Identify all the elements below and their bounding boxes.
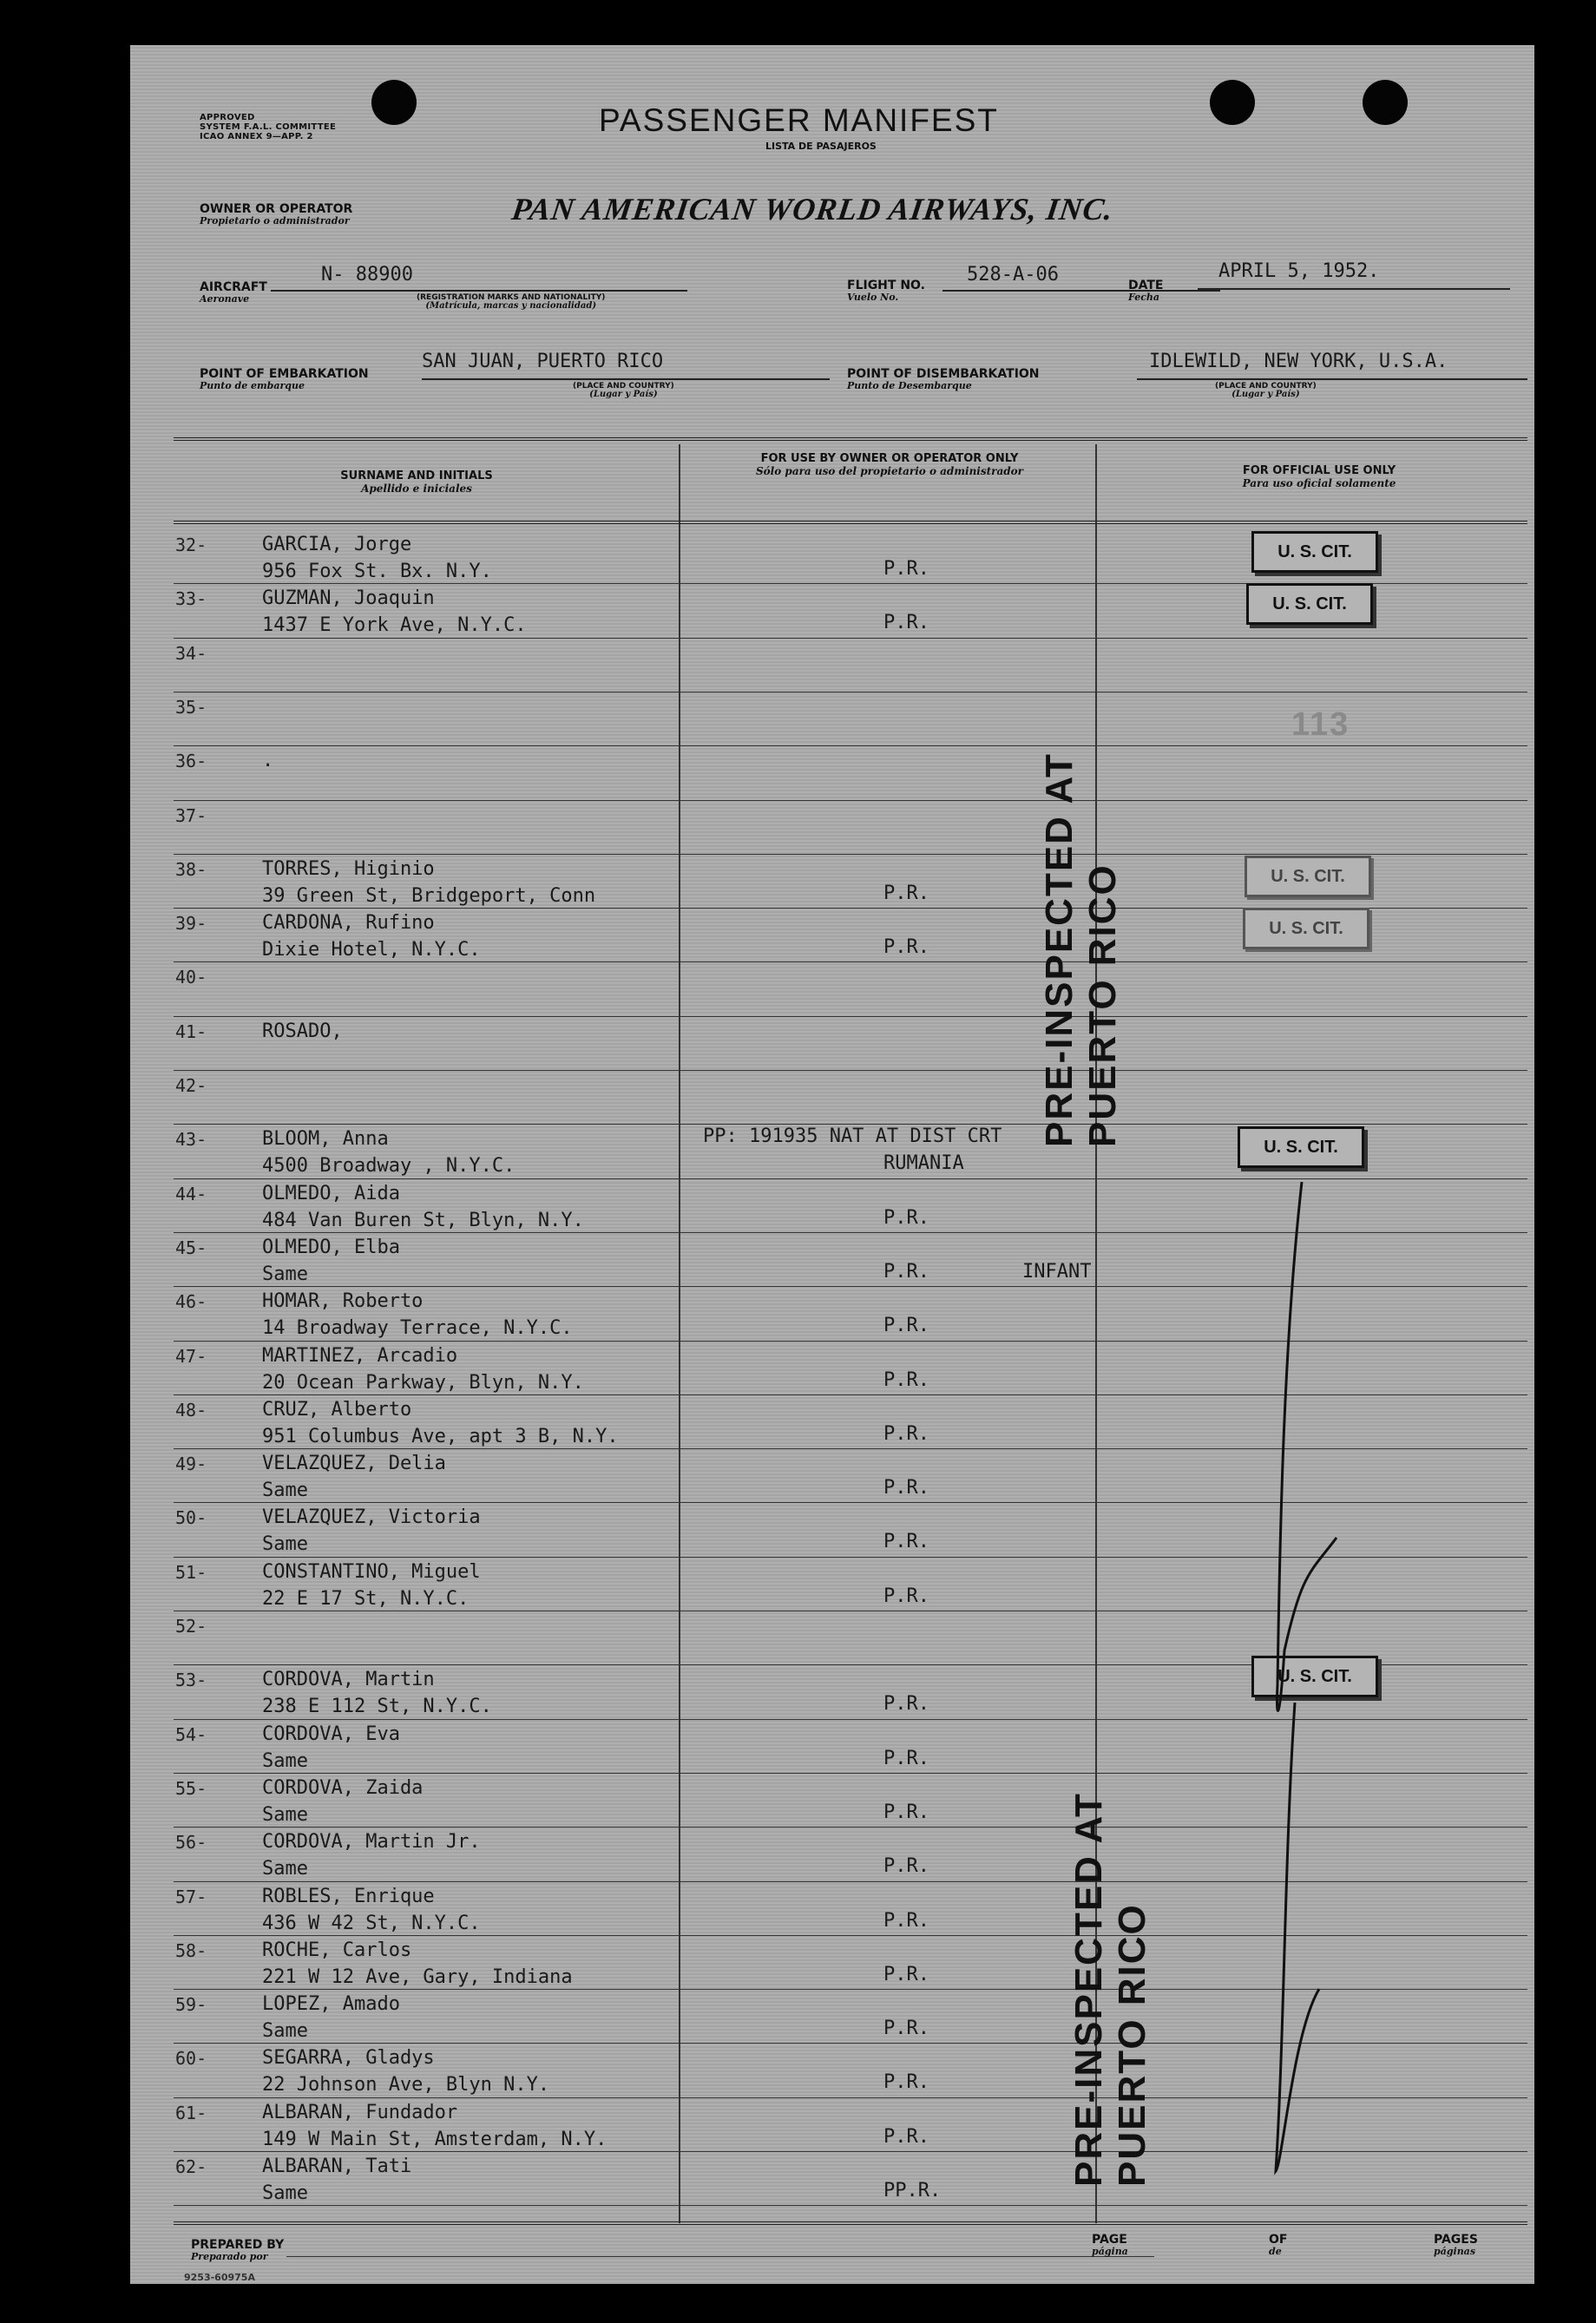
flight-value: 528-A-06: [967, 264, 1059, 285]
owner-use-note: INFANT: [1022, 1260, 1092, 1283]
passenger-name: SEGARRA, Gladys: [262, 2047, 435, 2070]
row-divider: [174, 854, 1527, 855]
embarkation-sub-es: (Lugar y País): [589, 390, 658, 399]
passenger-entry: [262, 1288, 573, 1342]
row-number: 55-: [175, 1777, 207, 1799]
pages-label: [1434, 2234, 1478, 2258]
owner-use-value: P.R.: [883, 1963, 929, 1985]
passenger-address: Same: [262, 1480, 308, 1502]
passenger-entry: [262, 1342, 584, 1396]
passenger-address: 20 Ocean Parkway, Blyn, N.Y.: [262, 1371, 584, 1394]
owner-use-value-2: RUMANIA: [883, 1152, 964, 1175]
row-number: 57-: [175, 1886, 207, 1907]
table-top-rule: [174, 437, 1527, 441]
passenger-name: BLOOM, Anna: [262, 1128, 389, 1151]
row-number: 54-: [175, 1723, 207, 1745]
disembarkation-field: [1137, 351, 1527, 380]
page-title-es: LISTA DE PASAJEROS: [765, 141, 877, 152]
aircraft-value: N- 88900: [321, 264, 413, 285]
row-number: 58-: [175, 1939, 207, 1961]
embarkation-sub: [573, 382, 674, 399]
passenger-name: OLMEDO, Aida: [262, 1182, 400, 1204]
us-citizen-stamp: U. S. CIT.: [1246, 583, 1373, 625]
passenger-address: Same: [262, 1803, 308, 1826]
passenger-address: 14 Broadway Terrace, N.Y.C.: [262, 1317, 573, 1340]
date-field: [1198, 260, 1510, 290]
passenger-address: 484 Van Buren St, Blyn, N.Y.: [262, 1209, 584, 1231]
row-number: 35-: [175, 696, 207, 718]
manifest-sheet: [130, 45, 1534, 2284]
row-number: 32-: [175, 535, 207, 555]
table-header-rule: [174, 521, 1527, 524]
row-number: 50-: [175, 1507, 207, 1529]
us-citizen-stamp: U. S. CIT.: [1243, 908, 1369, 949]
passenger-name: GARCIA, Jorge: [262, 534, 412, 555]
passenger-name: ALBARAN, Tati: [262, 2156, 412, 2177]
row-number: 48-: [175, 1399, 207, 1421]
column-header-surname: [200, 470, 634, 495]
aircraft-field: [271, 264, 687, 292]
passenger-address: Dixie Hotel, N.Y.C.: [262, 939, 481, 961]
row-number: 45-: [175, 1237, 207, 1258]
flight-label: [847, 279, 925, 304]
owner-use-value: P.R.: [883, 558, 929, 580]
flight-label-es: Vuelo No.: [847, 292, 899, 303]
embarkation-label-en: POINT OF EMBARKATION: [200, 367, 369, 381]
us-citizen-stamp: U. S. CIT.: [1238, 1126, 1364, 1168]
column-header-owner-use-en: FOR USE BY OWNER OR OPERATOR ONLY: [760, 452, 1019, 465]
aircraft-label-en: AIRCRAFT: [200, 280, 267, 294]
disembarkation-sub: [1215, 382, 1317, 399]
prepared-by-es: Preparado por: [191, 2251, 268, 2262]
passenger-entry: [262, 1125, 515, 1179]
punch-hole: [1363, 80, 1408, 125]
passenger-name: CORDOVA, Martin Jr.: [262, 1831, 481, 1854]
row-divider: [174, 1016, 1527, 1017]
row-number: 33-: [175, 588, 207, 610]
passenger-address: Same: [262, 2020, 308, 2043]
row-number: 43-: [175, 1129, 207, 1151]
passenger-address: 39 Green St, Bridgeport, Conn: [262, 884, 596, 907]
embarkation-label: [200, 368, 369, 392]
prepared-by-line: [286, 2256, 1154, 2257]
row-number: 40-: [175, 967, 207, 988]
passenger-name: ROCHE, Carlos: [262, 1939, 412, 1961]
aircraft-label-es: Aeronave: [200, 293, 250, 305]
approval-line: APPROVED: [200, 113, 255, 122]
row-number: 38-: [175, 858, 207, 880]
owner-use-value: P.R.: [883, 1909, 929, 1932]
passenger-entry: [262, 1937, 573, 1991]
passenger-name: MARTINEZ, Arcadio: [262, 1344, 458, 1367]
column-header-official: [1128, 465, 1510, 489]
passenger-name: CRUZ, Alberto: [262, 1398, 412, 1421]
date-label: [1128, 279, 1163, 304]
disembarkation-label-en: POINT OF DISEMBARKATION: [847, 367, 1040, 381]
passenger-address: Same: [262, 1858, 308, 1880]
flight-field: [942, 264, 1220, 292]
owner-use-value: P.R.: [883, 2125, 929, 2148]
row-number: 52-: [175, 1616, 207, 1637]
passenger-entry: [262, 1234, 400, 1288]
stamped-number: 113: [1291, 706, 1350, 743]
passenger-address: 1437 E York Ave, N.Y.C.: [262, 614, 527, 637]
owner-use-value: P.R.: [883, 1260, 929, 1283]
row-divider: [174, 745, 1527, 746]
row-number: 41-: [175, 1020, 207, 1042]
passenger-address: 4500 Broadway , N.Y.C.: [262, 1155, 516, 1178]
owner-use-value: P.R.: [883, 1315, 929, 1337]
passenger-address: 238 E 112 St, N.Y.C.: [262, 1696, 492, 1718]
passenger-address: 956 Fox St. Bx. N.Y.: [262, 561, 492, 582]
passenger-address: Same: [262, 1263, 308, 1285]
owner-label-en: OWNER OR OPERATOR: [200, 202, 353, 216]
owner-use-value: P.R.: [883, 1477, 929, 1499]
passenger-entry: [262, 909, 481, 963]
date-label-en: DATE: [1128, 279, 1164, 292]
preinspected-stamp: PRE-INSPECTED AT PUERTO RICO: [1038, 752, 1124, 1147]
passenger-address: Same: [262, 1749, 308, 1772]
owner-use-value: P.R.: [883, 1855, 929, 1878]
punch-hole: [371, 80, 417, 125]
row-number: 36-: [175, 751, 207, 772]
owner-use-value: P.R.: [883, 1368, 929, 1391]
disembarkation-label-es: Punto de Desembarque: [847, 380, 972, 391]
owner-use-value: P.R.: [883, 1747, 929, 1769]
passenger-name: TORRES, Higinio: [262, 857, 435, 880]
passenger-entry: [262, 1666, 492, 1720]
embarkation-sub-en: (PLACE AND COUNTRY): [573, 382, 674, 390]
row-divider: [174, 800, 1527, 801]
row-number: 51-: [175, 1561, 207, 1583]
passenger-address: 436 W 42 St, N.Y.C.: [262, 1912, 481, 1934]
of-en: OF: [1269, 2233, 1288, 2247]
passenger-entry: [262, 531, 492, 585]
row-divider: [174, 1070, 1527, 1071]
passenger-entry: [262, 1450, 446, 1504]
of-es: de: [1269, 2246, 1282, 2257]
passenger-name: HOMAR, Roberto: [262, 1290, 424, 1313]
pages-en: PAGES: [1434, 2233, 1478, 2247]
passenger-name: CORDOVA, Zaida: [262, 1776, 424, 1799]
passenger-entry: [262, 856, 595, 909]
owner-label-es: Propietario o administrador: [200, 215, 350, 226]
passenger-address: 149 W Main St, Amsterdam, N.Y.: [262, 2128, 608, 2150]
owner-use-value: P.R.: [883, 936, 929, 959]
column-header-surname-en: SURNAME AND INITIALS: [340, 469, 493, 482]
us-citizen-stamp: U. S. CIT.: [1245, 856, 1371, 897]
approval-line: ICAO ANNEX 9—APP. 2: [200, 132, 313, 141]
passenger-name: ALBARAN, Fundador: [262, 2101, 458, 2123]
owner-use-value: P.R.: [883, 1693, 929, 1716]
column-header-owner-use: [703, 453, 1076, 477]
approval-block: [200, 113, 336, 141]
owner-use-value: P.R.: [883, 612, 929, 634]
row-number: 46-: [175, 1291, 207, 1313]
aircraft-sub-en: (REGISTRATION MARKS AND NATIONALITY): [417, 293, 606, 302]
row-number: 39-: [175, 913, 207, 935]
owner-use-value: P.R.: [883, 1206, 929, 1229]
passenger-entry: [262, 585, 527, 639]
embarkation-field: [422, 351, 830, 380]
column-divider: [679, 444, 680, 2223]
passenger-entry: [262, 1721, 400, 1775]
owner-use-value: PP.R.: [883, 2180, 942, 2202]
company-name: PAN AMERICAN WORLD AIRWAYS, INC.: [509, 192, 1116, 226]
passenger-name: .: [262, 750, 274, 772]
table-bottom-rule: [174, 2221, 1527, 2225]
passenger-name: ROSADO,: [262, 1020, 343, 1042]
passenger-address: 951 Columbus Ave, apt 3 B, N.Y.: [262, 1425, 619, 1447]
aircraft-label: [200, 281, 267, 305]
row-number: 44-: [175, 1183, 207, 1204]
passenger-name: VELAZQUEZ, Delia: [262, 1453, 446, 1475]
date-value: APRIL 5, 1952.: [1218, 260, 1380, 282]
passenger-name: ROBLES, Enrique: [262, 1885, 435, 1907]
flight-label-en: FLIGHT NO.: [847, 279, 925, 292]
prepared-by-en: PREPARED BY: [191, 2238, 285, 2252]
disembarkation-value: IDLEWILD, NEW YORK, U.S.A.: [1149, 351, 1448, 372]
page-es: página: [1092, 2246, 1128, 2257]
preinspected-stamp: PRE-INSPECTED AT PUERTO RICO: [1067, 1792, 1153, 2187]
owner-use-value: P.R.: [883, 882, 929, 904]
row-number: 49-: [175, 1454, 207, 1475]
date-label-es: Fecha: [1128, 292, 1160, 303]
page-label: [1092, 2234, 1128, 2258]
page-en: PAGE: [1092, 2233, 1127, 2247]
passenger-entry: [262, 2099, 607, 2153]
passenger-entry: [262, 1180, 584, 1234]
disembarkation-label: [847, 368, 1040, 392]
row-number: 56-: [175, 1832, 207, 1854]
column-header-official-en: FOR OFFICIAL USE ONLY: [1242, 464, 1396, 477]
passenger-entry: [262, 2044, 549, 2098]
owner-use-value: P.R.: [883, 1422, 929, 1445]
row-number: 37-: [175, 804, 207, 826]
checkmark-bracket-icon: [1258, 1165, 1363, 2206]
passenger-entry: [262, 1883, 481, 1937]
column-header-surname-es: Apellido e iniciales: [361, 482, 472, 495]
passenger-name: CORDOVA, Eva: [262, 1723, 400, 1745]
form-number: 9253-60975A: [184, 2272, 255, 2283]
passenger-entry: [262, 2153, 411, 2207]
passenger-entry: [262, 1775, 423, 1828]
of-label: [1269, 2234, 1287, 2258]
prepared-by-label: [191, 2239, 284, 2263]
owner-use-value: P.R.: [883, 2018, 929, 2040]
passenger-entry: [262, 1991, 400, 2044]
passenger-address: Same: [262, 2182, 308, 2204]
row-number: 34-: [175, 642, 207, 664]
passenger-entry: [262, 747, 273, 774]
passenger-entry: [262, 1504, 481, 1558]
aircraft-sub: [417, 293, 605, 311]
owner-label: [200, 203, 352, 227]
passenger-name: VELAZQUEZ, Victoria: [262, 1506, 481, 1529]
passenger-name: CONSTANTINO, Miguel: [262, 1560, 481, 1583]
passenger-address: Same: [262, 1533, 308, 1556]
passenger-address: 22 Johnson Ave, Blyn N.Y.: [262, 2074, 550, 2097]
passenger-entry: [262, 1018, 343, 1045]
passenger-entry: [262, 1559, 481, 1612]
column-header-owner-use-es: Sólo para uso del propietario o administrador: [756, 465, 1023, 477]
punch-hole: [1210, 80, 1255, 125]
approval-line: SYSTEM F.A.L. COMMITTEE: [200, 122, 337, 132]
row-number: 42-: [175, 1075, 207, 1096]
row-number: 62-: [175, 2156, 207, 2177]
embarkation-value: SAN JUAN, PUERTO RICO: [422, 351, 664, 372]
owner-use-value: P.R.: [883, 1531, 929, 1553]
disembarkation-sub-es: (Lugar y País): [1231, 390, 1300, 399]
owner-use-value: PP: 191935 NAT AT DIST CRT: [703, 1125, 1002, 1148]
row-number: 53-: [175, 1670, 207, 1691]
us-citizen-stamp: U. S. CIT.: [1251, 531, 1378, 573]
owner-use-value: P.R.: [883, 1801, 929, 1823]
passenger-entry: [262, 1396, 619, 1450]
row-divider: [174, 1124, 1527, 1125]
passenger-address: 221 W 12 Ave, Gary, Indiana: [262, 1965, 573, 1988]
passenger-name: CARDONA, Rufino: [262, 912, 435, 935]
page-title: PASSENGER MANIFEST: [599, 102, 999, 138]
passenger-entry: [262, 1828, 481, 1882]
embarkation-label-es: Punto de embarque: [200, 380, 305, 391]
owner-use-value: P.R.: [883, 1585, 929, 1607]
pages-es: páginas: [1434, 2246, 1476, 2257]
passenger-name: CORDOVA, Martin: [262, 1669, 435, 1691]
aircraft-sub-es: (Matrícula, marcas y nacionalidad): [425, 301, 597, 311]
owner-use-value: P.R.: [883, 2071, 929, 2094]
row-number: 60-: [175, 2048, 207, 2070]
row-number: 59-: [175, 1994, 207, 2016]
us-citizen-stamp: U. S. CIT.: [1251, 1656, 1378, 1697]
passenger-name: OLMEDO, Elba: [262, 1236, 400, 1258]
row-number: 61-: [175, 2102, 207, 2123]
disembarkation-sub-en: (PLACE AND COUNTRY): [1215, 382, 1317, 390]
column-header-official-es: Para uso oficial solamente: [1242, 477, 1396, 489]
passenger-address: 22 E 17 St, N.Y.C.: [262, 1587, 470, 1610]
row-number: 47-: [175, 1345, 207, 1367]
passenger-name: GUZMAN, Joaquin: [262, 587, 435, 610]
passenger-name: LOPEZ, Amado: [262, 1993, 400, 2016]
